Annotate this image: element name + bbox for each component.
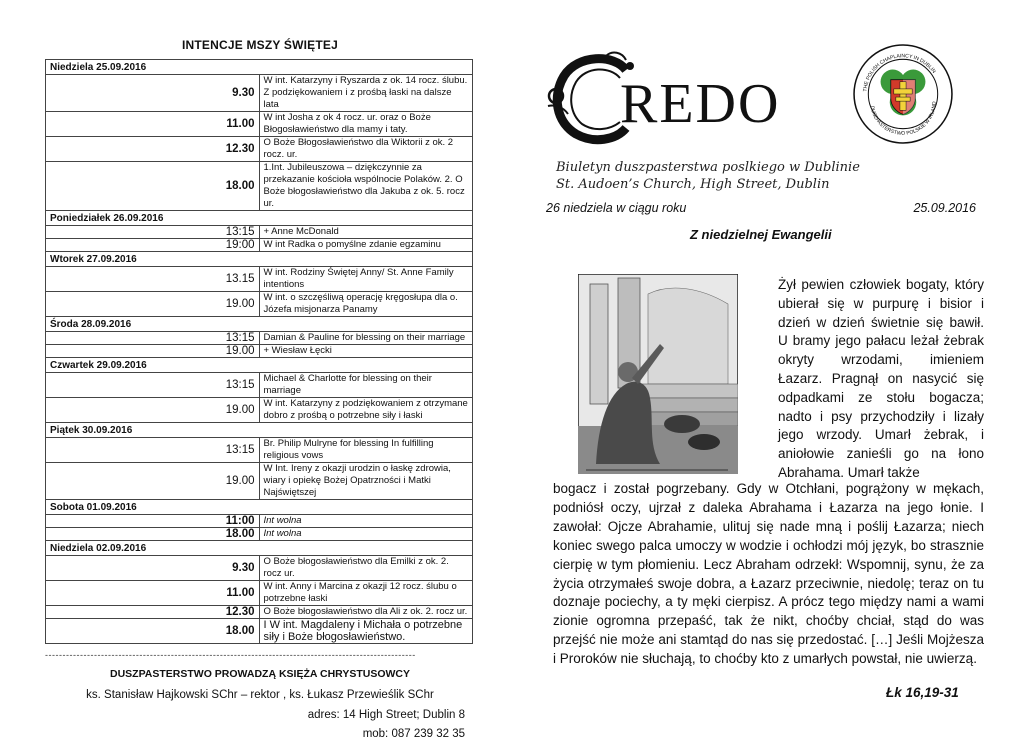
day-header-row: [46, 541, 473, 556]
mass-time: 11:00: [46, 515, 260, 528]
mass-intentions-title: INTENCJE MSZY ŚWIĘTEJ: [181, 38, 338, 52]
mass-intention: W int. Katarzyny z podziękowaniem z otrzymane dobro z prośbą o potrzebne siły i łaski: [259, 398, 473, 423]
mass-intention: + Wiesław Łęcki: [259, 345, 473, 358]
mass-time: 13.15: [46, 267, 260, 292]
liturgical-sunday: 26 niedziela w ciągu roku: [546, 201, 687, 215]
mass-time: 12.30: [46, 137, 260, 162]
day-header: Czwartek 29.09.2016: [46, 358, 473, 373]
day-header: Sobota 01.09.2016: [46, 500, 473, 515]
mass-intentions-section: [45, 38, 475, 740]
mass-row: [46, 515, 473, 528]
mass-intention: + Anne McDonald: [259, 226, 473, 239]
day-header-row: [46, 358, 473, 373]
mass-row: [46, 75, 473, 112]
mass-row: [46, 345, 473, 358]
mass-time: 18.00: [46, 528, 260, 541]
day-header-row: [46, 211, 473, 226]
mass-row: [46, 226, 473, 239]
day-header-row: [46, 317, 473, 332]
mass-row: [46, 373, 473, 398]
mass-intention: W int Radka o pomyślne zdanie egzaminu: [259, 239, 473, 252]
mass-time: 19.00: [46, 292, 260, 317]
day-header: Niedziela 02.09.2016: [46, 541, 473, 556]
credo-wordmark: REDO: [620, 73, 781, 135]
mass-intention: O Boże błogosławieństwo dla Ali z ok. 2. rocz ur.: [259, 606, 473, 619]
mass-row: [46, 438, 473, 463]
mass-intention: O Boże błogosławieństwo dla Emilki z ok. 2. rocz ur.: [259, 556, 473, 581]
mass-intention: Br. Philip Mulryne for blessing In fulfilling religious vows: [259, 438, 473, 463]
day-header: Niedziela 25.09.2016: [46, 60, 473, 75]
mass-row: [46, 162, 473, 211]
gospel-text-top: Żył pewien człowiek bogaty, który ubierał się w purpurę i bisior i dzień w dzień świetnie się bawił. U bramy jego pałacu leżał żebrak okryty wrzodami, imieniem Łazarz. Pragnął on nasycić się odpadkami ze stołu bogacza; nadto i psy przychodziły i lizały jego wrzody. Umarł żebrak, i aniołowie zanieśli go na łono Abrahama. Umarł także: [778, 277, 984, 480]
day-header: Piątek 30.09.2016: [46, 423, 473, 438]
mass-time: 13:15: [46, 373, 260, 398]
priests-line: ks. Stanisław Hajkowski SChr – rektor , ks. Łukasz Przewieślik SChr: [86, 689, 434, 701]
mass-intention: W int. Anny i Marcina z okazji 12 rocz. ślubu o potrzebne łaski: [259, 581, 473, 606]
mass-intention: W Int. Ireny z okazji urodzin o łaskę zdrowia, wiary i opiekę Bożej Opatrzności i Matki Najświętszej: [259, 463, 473, 500]
day-header-row: [46, 252, 473, 267]
mass-intention: W int. Rodziny Świętej Anny/ St. Anne Family intentions: [259, 267, 473, 292]
mobile-line: mob: 087 239 32 35: [362, 728, 465, 740]
mass-row: [46, 528, 473, 541]
polish-chaplaincy-emblem: [852, 43, 954, 145]
mass-intention: Int wolna: [259, 528, 473, 541]
address-line: adres: 14 High Street; Dublin 8: [307, 709, 465, 721]
mass-time: 13:15: [46, 438, 260, 463]
day-header: Poniedziałek 26.09.2016: [46, 211, 473, 226]
mass-time: 11.00: [46, 581, 260, 606]
mass-intention: W int Josha z ok 4 rocz. ur. oraz o Boże Błogosławieństwo dla mamy i taty.: [259, 112, 473, 137]
mass-intention: W int. Katarzyny i Ryszarda z ok. 14 rocz. ślubu. Z podziękowaniem i z prośbą łaski na dalsze lata: [259, 75, 473, 112]
mass-intention: I W int. Magdaleny i Michała o potrzebne siły i Boże błogosławieństwo.: [259, 619, 473, 644]
mass-intention: Int wolna: [259, 515, 473, 528]
emblem-text-bottom: DUSZPASTERSTWO POLSKIE W IRLAND: [868, 101, 938, 137]
mass-row: [46, 606, 473, 619]
mass-time: 19:00: [46, 239, 260, 252]
mass-row: [46, 112, 473, 137]
bulletin-subtitle-line2: St. Audoen’s Church, High Street, Dublin: [556, 177, 830, 192]
mass-time: 12.30: [46, 606, 260, 619]
mass-intention: O Boże Błogosławieństwo dla Wiktorii z ok. 2 rocz. ur.: [259, 137, 473, 162]
mass-time: 19.00: [46, 463, 260, 500]
mass-intention: Damian & Pauline for blessing on their marriage: [259, 332, 473, 345]
mass-time: 13:15: [46, 332, 260, 345]
mass-time: 19.00: [46, 345, 260, 358]
chaplaincy-title: DUSZPASTERSTWO PROWADZĄ KSIĘŻA CHRYSTUSOWCY: [109, 668, 411, 680]
mass-time: 9.30: [46, 75, 260, 112]
mass-row: [46, 463, 473, 500]
mass-time: 11.00: [46, 112, 260, 137]
mass-row: [46, 332, 473, 345]
mass-row: [46, 267, 473, 292]
mass-time: 18.00: [46, 162, 260, 211]
day-header-row: [46, 423, 473, 438]
gospel-text-bottom: bogacz i został pogrzebany. Gdy w Otchłani, pogrążony w mękach, podniósł oczy, ujrzał z daleka Abrahama i Łazarza na jego łonie. I zawołał: Ojcze Abrahamie, ulituj się nade mną i poślij Łazarza; niech koniec swego palca umoczy w wodzie i ochłodzi mój język, bo strasznie cierpię w tym płomieniu. Lecz Abraham odrzekł: Wspomnij, synu, że za życia otrzymałeś swoje dobra, a Łazarz przeciwnie, niedolę; teraz on tu doznaje pociechy, a ty męki cierpisz. A prócz tego między nami a wami zionie ogromna przepaść, tak że nikt, choćby chciał, stąd do was przejść nie może ani stamtąd do nas się przedostać. […] Jeśli Mojżesza i Proroków nie słuchają, to choćby kto z umarłych powstał, nie uwierzą.: [553, 481, 984, 667]
mass-row: [46, 581, 473, 606]
mass-row: [46, 556, 473, 581]
mass-row: [46, 398, 473, 423]
bulletin-subtitle-line1: Biuletyn duszpasterstwa poslkiego w Dublinie: [556, 160, 860, 175]
gospel-reference: Łk 16,19-31: [886, 685, 959, 700]
mass-row: [46, 239, 473, 252]
day-header-row: [46, 60, 473, 75]
mass-intention: W int. o szczęśliwą operację kręgosłupa dla o. Józefa misjonarza Panamy: [259, 292, 473, 317]
mass-row: [46, 292, 473, 317]
mass-row: [46, 619, 473, 644]
separator-line: ----------------------------------------------------------------------------------------------------------: [45, 650, 416, 660]
mass-time: 19.00: [46, 398, 260, 423]
bulletin-front-page: [540, 38, 990, 242]
mass-intention: Michael & Charlotte for blessing on their marriage: [259, 373, 473, 398]
day-header: Środa 28.09.2016: [46, 317, 473, 332]
mass-intentions-table: [45, 59, 473, 644]
lazarus-engraving-image: [578, 274, 738, 474]
bulletin-date: 25.09.2016: [913, 201, 976, 215]
emblem-text-top: THE POLISH CHAPLAINCY IN DUBLIN: [862, 53, 937, 92]
mass-time: 13:15: [46, 226, 260, 239]
day-header: Wtorek 27.09.2016: [46, 252, 473, 267]
masthead: [540, 38, 990, 242]
mass-intention: 1.Int. Jubileuszowa – dziękczynnie za przekazanie kościoła wspólnocie Polaków. 2. O Boże błogosławieństwo dla Jakuba z ok. 5. rocz ur.: [259, 162, 473, 211]
mass-row: [46, 137, 473, 162]
mass-time: 9.30: [46, 556, 260, 581]
day-header-row: [46, 500, 473, 515]
gospel-heading: Z niedzielnej Ewangelii: [690, 227, 832, 242]
mass-time: 18.00: [46, 619, 260, 644]
